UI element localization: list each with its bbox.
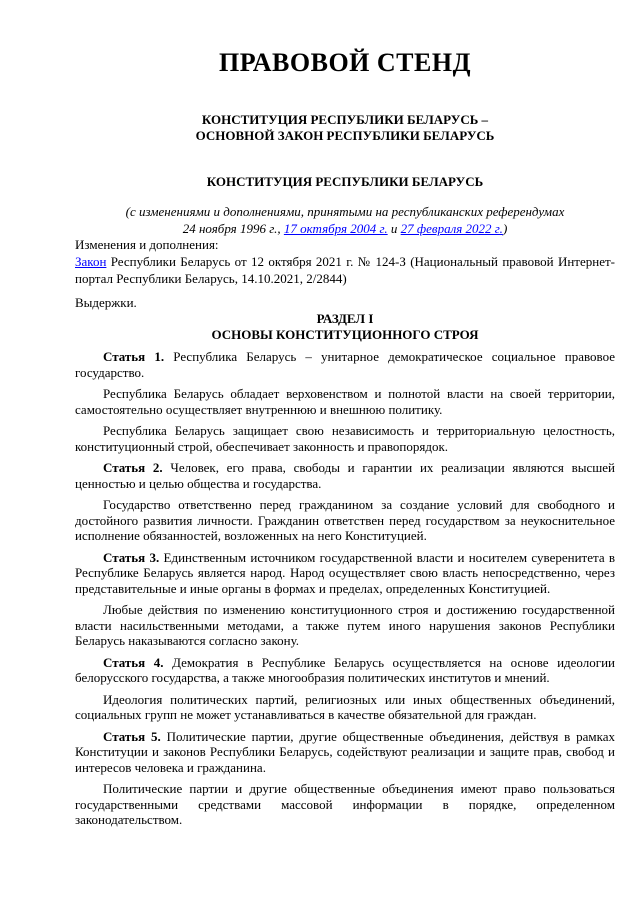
amendments-note-line2 [75, 220, 615, 237]
doc-subtitle-line2: ОСНОВНОЙ ЗАКОН РЕСПУБЛИКИ БЕЛАРУСЬ [195, 128, 495, 143]
article-paragraph [75, 349, 615, 380]
changes-label: Изменения и дополнения: [75, 237, 219, 252]
article-text: Человек, его права, свободы и гарантии их реализации являются высшей ценностью и целью общества и государства. [75, 460, 615, 491]
article-text: Единственным источником государственной власти и носителем суверенитета в Республике Беларусь является народ. Народ осуществляет свою власть непосредственно, через представительные и иные органы в формах и пределах, определенных Конституцией. [75, 549, 616, 596]
section-heading-line2: ОСНОВЫ КОНСТИТУЦИОННОГО СТРОЯ [211, 327, 479, 342]
amendments-separator: и [387, 221, 401, 236]
article-lead: Статья 3. [103, 549, 160, 565]
article-paragraph [75, 692, 615, 723]
article-paragraph [75, 550, 615, 597]
article-text: Политические партии и другие общественные объединения имеют право пользоваться государственными средствами массовой информации в порядке, определенном законодательством. [75, 781, 615, 827]
referendum-2022-link[interactable]: 27 февраля 2022 г. [400, 221, 503, 236]
amendments-note-line1: (с изменениями и дополнениями, принятыми на республиканских референдумах [125, 204, 565, 219]
page-title: ПРАВОВОЙ СТЕНД [219, 48, 471, 77]
section-heading-line1: РАЗДЕЛ I [316, 311, 374, 326]
article-text: Политические партии, другие общественные объединения, действуя в рамках Конституции и законов Республики Беларусь, содействуют реализации и защите прав, свобод и интересов человека и гражданина. [75, 728, 615, 775]
referendum-2004-link[interactable]: 17 октября 2004 г. [283, 221, 388, 236]
section-heading [75, 311, 615, 343]
article-text: Республика Беларусь защищает свою независимость и территориальную целостность, конституционный строй, обеспечивает законность и правопорядок. [75, 423, 615, 454]
article-text: Государство ответственно перед гражданином за создание условий для свободного и достойного развития личности. Гражданин ответствен перед государством за неукоснительное исполнение обязанностей, возложенных на него Конституцией. [75, 497, 615, 543]
article-lead: Статья 4. [103, 654, 164, 670]
article-paragraph [75, 729, 615, 776]
article-paragraph [75, 497, 615, 544]
article-paragraph [75, 423, 615, 454]
article-lead: Статья 2. [103, 460, 163, 475]
law-reference [75, 253, 615, 287]
doc-title: КОНСТИТУЦИЯ РЕСПУБЛИКИ БЕЛАРУСЬ [206, 174, 484, 189]
amendments-date-1996: 24 ноября 1996 г., [182, 221, 284, 236]
doc-subtitle-line1: КОНСТИТУЦИЯ РЕСПУБЛИКИ БЕЛАРУСЬ – [201, 112, 489, 127]
article-paragraph [75, 386, 615, 417]
article-paragraph [75, 602, 615, 649]
article-text: Республика Беларусь обладает верховенством и полнотой власти на своей территории, самостоятельно осуществляет внутреннюю и внешнюю политику. [75, 386, 615, 417]
article-paragraph [75, 460, 615, 491]
law-link[interactable]: Закон [75, 254, 107, 269]
article-text: Любые действия по изменению конституционного строя и достижению государственной власти насильственными методами, а также путем иного нарушения законов Республики Беларусь наказываются согласно закону. [75, 602, 615, 648]
amendments-suffix: ) [502, 221, 508, 236]
articles [75, 349, 615, 828]
article-text: Республика Беларусь – унитарное демократическое социальное правовое государство. [75, 349, 616, 380]
article-paragraph [75, 781, 615, 828]
doc-subtitle [75, 112, 615, 144]
law-reference-text: Республики Беларусь от 12 октября 2021 г. № 124-З (Национальный правовой Интернет-портал Республики Беларусь, 14.10.2021, 2/2844) [75, 254, 615, 286]
article-lead: Статья 1. [103, 349, 165, 364]
excerpts-label: Выдержки. [75, 295, 137, 310]
amendments-note [75, 203, 615, 237]
article-text: Демократия в Республике Беларусь осуществляется на основе идеологии белорусского государства, а также многообразия политических институтов и мнений. [75, 654, 615, 685]
article-lead: Статья 5. [103, 728, 161, 744]
article-paragraph [75, 655, 615, 686]
article-text: Идеология политических партий, религиозных или иных общественных объединений, социальных групп не может устанавливаться в качестве обязательной для граждан. [75, 691, 615, 722]
